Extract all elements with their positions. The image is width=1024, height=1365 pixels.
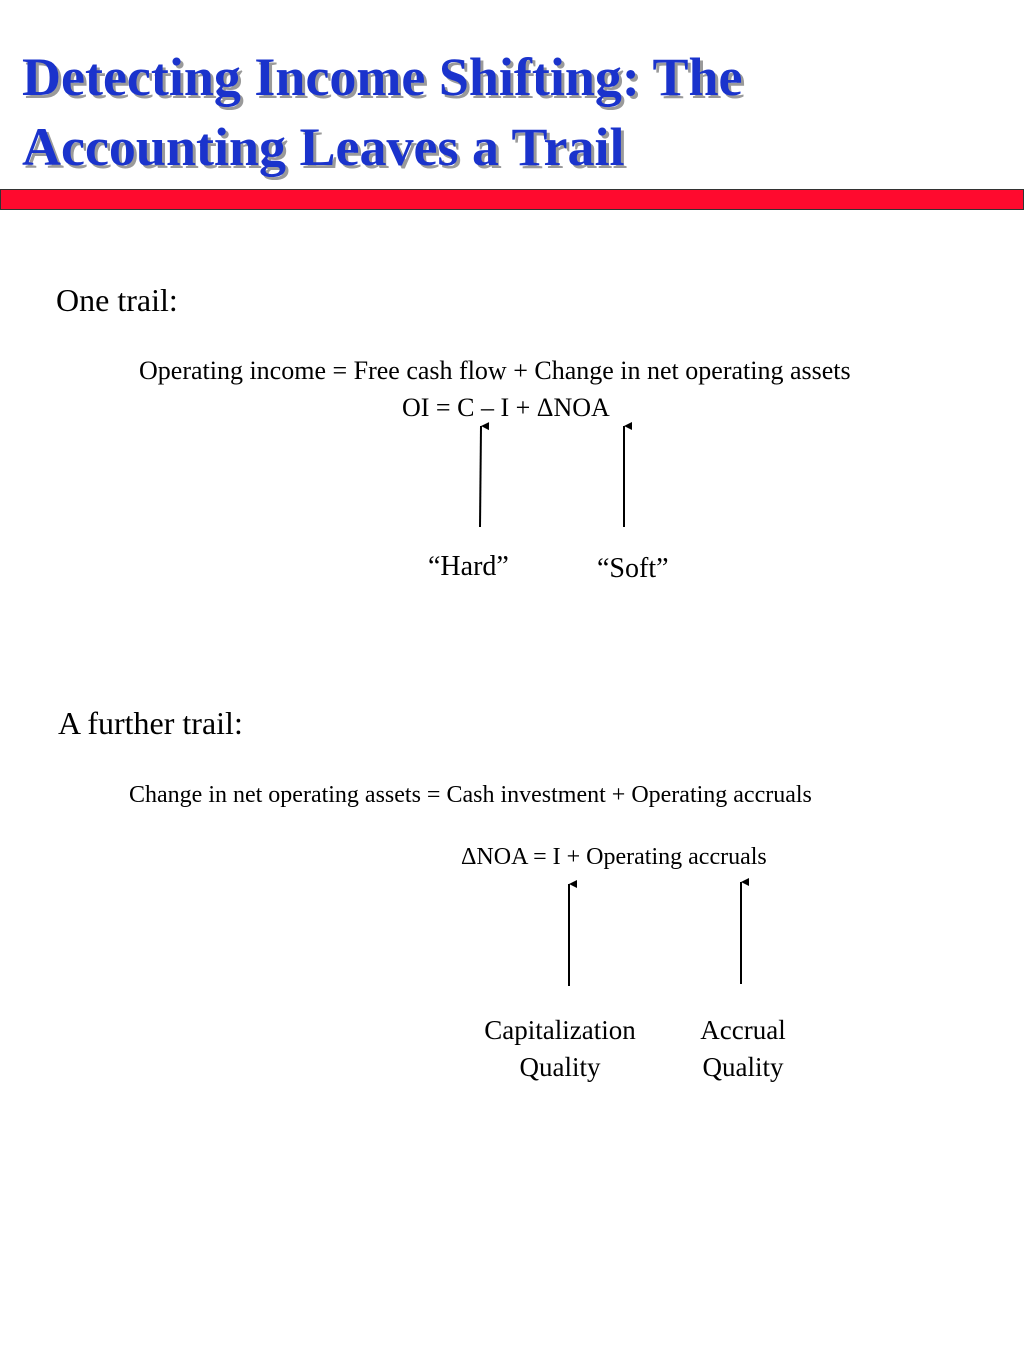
section1-tag-soft: “Soft” — [597, 553, 669, 584]
arrow-up-to-c-minus-i — [480, 426, 481, 527]
capitalization-line-2: Quality — [519, 1052, 601, 1082]
section2-tag-capitalization-quality — [470, 1012, 650, 1086]
section1-equation-words: Operating income = Free cash flow + Change in net operating assets — [139, 356, 851, 385]
section1-label: One trail: — [56, 282, 178, 318]
section2-equation-words: Change in net operating assets = Cash investment + Operating accruals — [129, 782, 812, 808]
section2-equation-symbols: ΔNOA = I + Operating accruals — [461, 844, 767, 870]
capitalization-line-1: Capitalization — [484, 1015, 636, 1045]
title-divider — [0, 189, 1024, 210]
section2-label: A further trail: — [58, 705, 243, 741]
section2-tag-accrual-quality — [683, 1012, 803, 1086]
section1-tag-hard: “Hard” — [428, 551, 509, 582]
section1-equation-symbols: OI = C – I + ΔNOA — [402, 393, 610, 422]
accrual-line-1: Accrual — [700, 1015, 786, 1045]
accrual-line-2: Quality — [702, 1052, 784, 1082]
slide-title-line-1: Detecting Income Shifting: The — [22, 47, 743, 107]
slide-title-line-2: Accounting Leaves a Trail — [22, 117, 625, 177]
slide-title — [22, 42, 1002, 182]
